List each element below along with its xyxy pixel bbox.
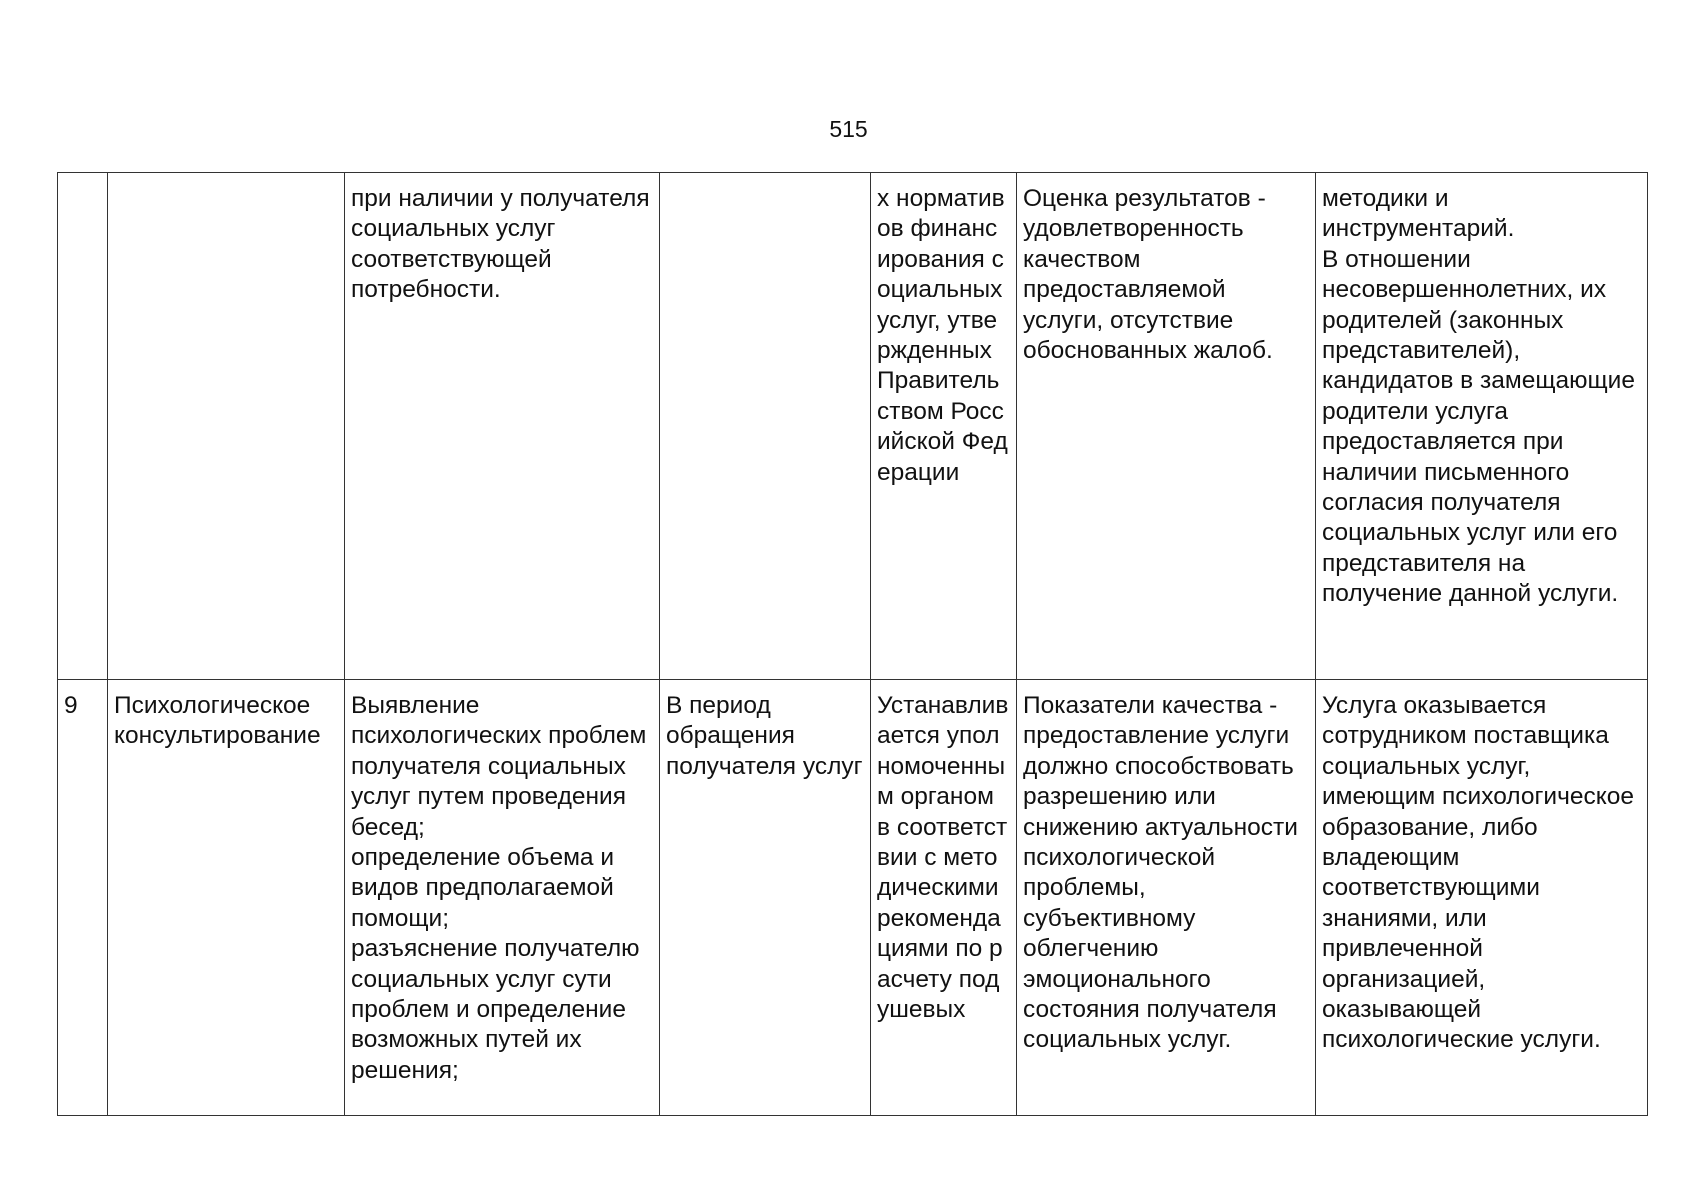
cell-description: при наличии у получателя социальных услуг соответствующей потребности.: [345, 173, 660, 680]
cell-quality: Показатели качества - предоставление услуги должно способствовать разрешению или снижению актуальности психологической проблемы, субъективному облегчению эмоционального состояния получателя социальных услуг.: [1017, 680, 1316, 1116]
cell-description: Выявление психологических проблем получателя социальных услуг путем проведения бесед; определение объема и видов предполагаемой помощи; разъяснение получателю социальных услуг сути проблем и определение возможных путей их решения;: [345, 680, 660, 1116]
page-number: 515: [829, 116, 868, 142]
cell-term: В период обращения получателя услуг: [660, 680, 871, 1116]
cell-conditions: Услуга оказывается сотрудником поставщика социальных услуг, имеющим психологическое образование, либо владеющим соответствующими знаниями, или привлеченной организацией, оказывающей психологические услуги.: [1316, 680, 1648, 1116]
cell-conditions: методики и инструментарий. В отношении несовершеннолетних, их родителей (законных представителей), кандидатов в замещающие родители услуга предоставляется при наличии письменного согласия получателя социальных услуг или его представителя на получение данной услуги.: [1316, 173, 1648, 680]
cell-service-name: [108, 173, 345, 680]
table-row: [58, 173, 1648, 680]
service-table: [57, 172, 1648, 1116]
cell-number: [58, 173, 108, 680]
cell-norm: Устанавливается уполномоченным органом в соответствии с методическими рекомендациями по расчету подушевых: [871, 680, 1017, 1116]
table-row: [58, 680, 1648, 1116]
cell-service-name: Психологическое консультирование: [108, 680, 345, 1116]
cell-norm: х нормативов финансирования социальных услуг, утвержденных Правительством Российской Федерации: [871, 173, 1017, 680]
cell-term: [660, 173, 871, 680]
cell-number: 9: [58, 680, 108, 1116]
cell-quality: Оценка результатов - удовлетворенность качеством предоставляемой услуги, отсутствие обоснованных жалоб.: [1017, 173, 1316, 680]
